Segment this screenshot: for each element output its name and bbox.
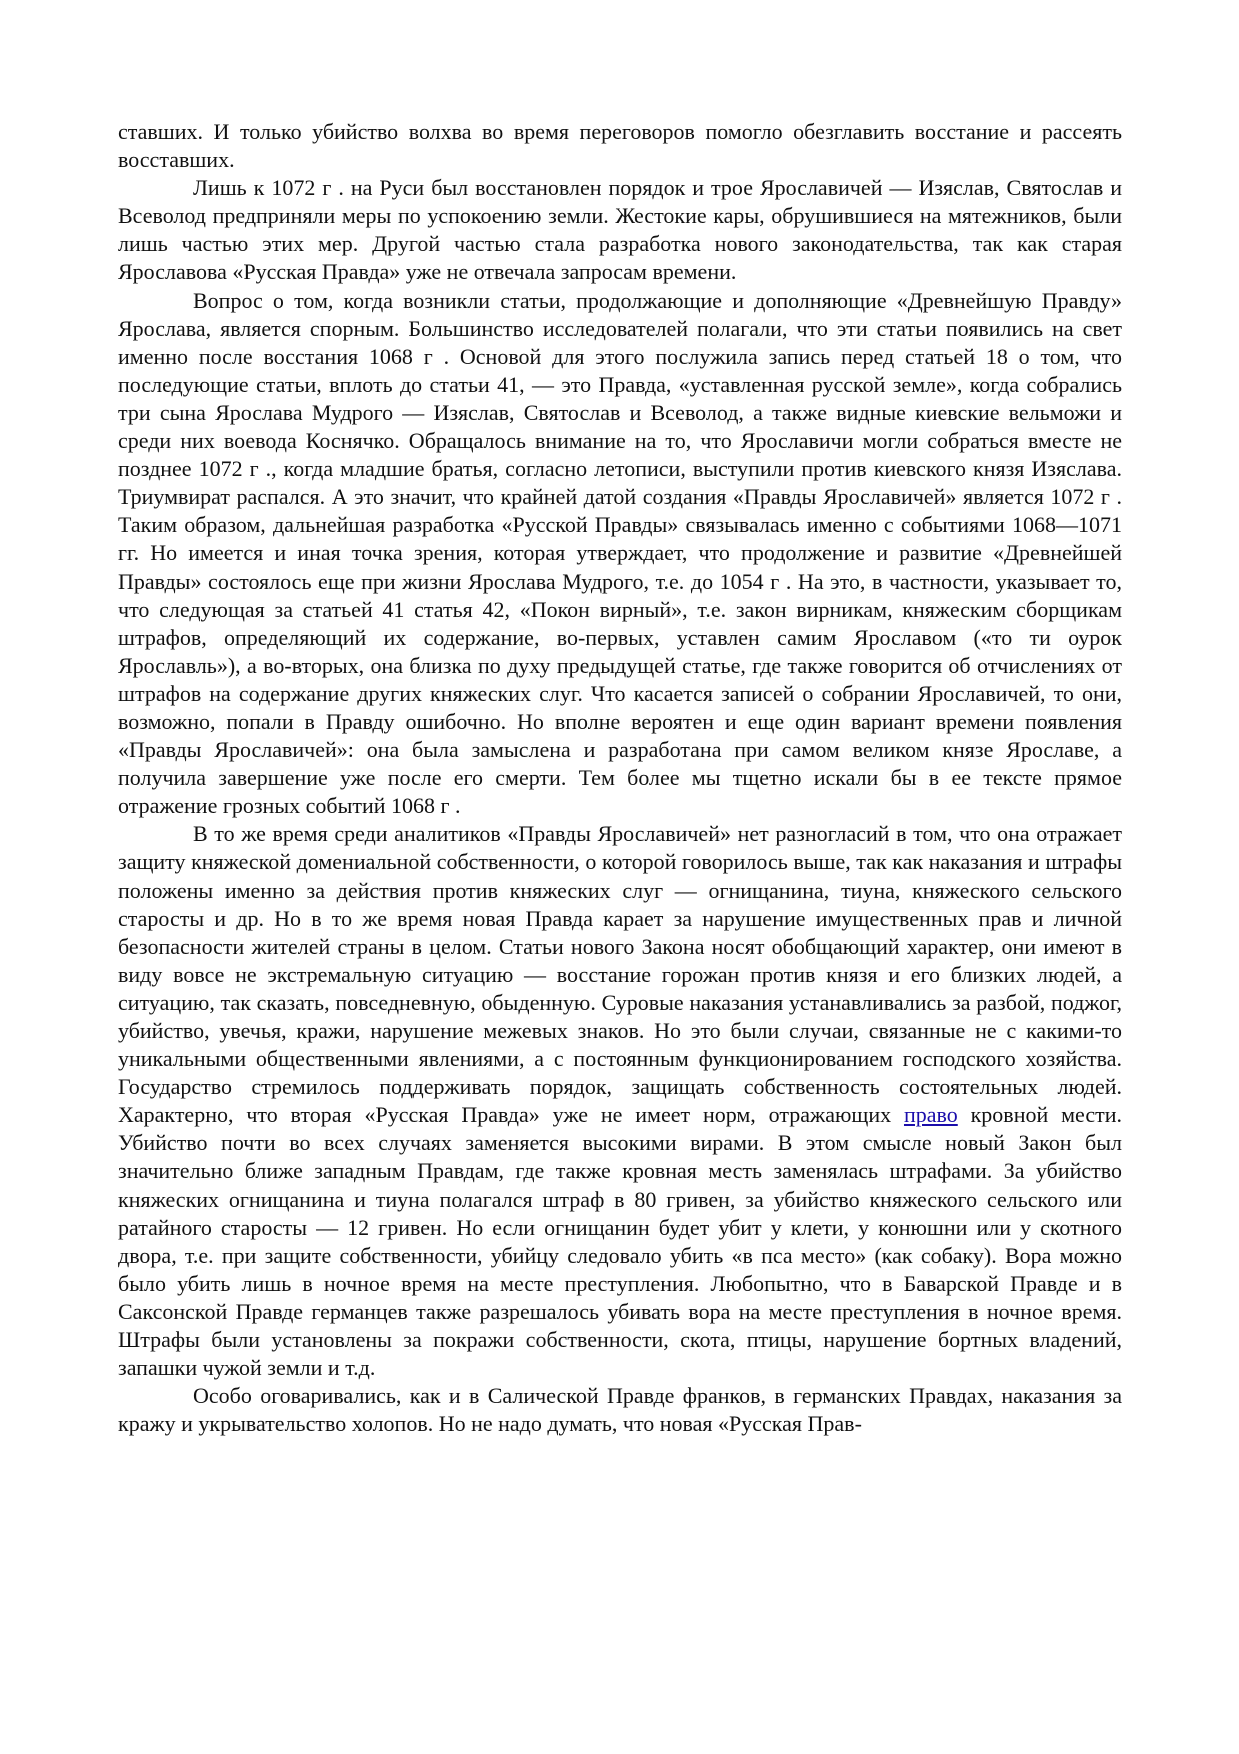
pravo-link[interactable]: право bbox=[903, 1102, 958, 1128]
paragraph-4-text-before-link: В то же время среди аналитиков «Правды Ярославичей» нет разногласий в том, что она отражает защиту княжеской домениальной собственности, о которой говорилось выше, так как наказания и штрафы положены именно за действия против княжеских слуг — огнищанина, тиуна, княжеского сельского старосты и др. Но в то же время новая Правда карает за нарушение имущественных прав и личной безопасности жителей страны в целом. Статьи нового Закона носят обобщающий характер, они имеют в виду вовсе не экстремальную ситуацию — восстание горожан против князя и его близких людей, а ситуацию, так сказать, повседневную, обыденную. Суровые наказания устанавливались за разбой, поджог, убийство, увечья, кражи, нарушение межевых знаков. Но это были случаи, связанные не с какими-то уникальными общественными явлениями, а с постоянным функционированием господского хозяйства. Государство стремилось поддерживать порядок, защищать собственность состоятельных людей. Характерно, что вторая «Русская Правда» уже не имеет норм, отражающих bbox=[118, 821, 1122, 1128]
paragraph-1: ставших. И только убийство волхва во время переговоров помогло обезглавить восстание и рассеять восставших. bbox=[118, 119, 1122, 173]
paragraph-5: Особо оговаривались, как и в Салической Правде франков, в германских Правдах, наказания за кражу и укрывательство холопов. Но не надо думать, что новая «Русская Прав- bbox=[118, 1383, 1122, 1437]
paragraph-4-text-after-link: кровной мести. Убийство почти во всех случаях заменяется высокими вирами. В этом смысле новый Закон был значительно ближе западным Правдам, где также кровная месть заменялась штрафами. За убийство княжеских огнищанина и тиуна полагался штраф в 80 гривен, за убийство княжеского сельского или ратайного старосты — 12 гривен. Но если огнищанин будет убит у клети, у конюшни или у скотного двора, т.е. при защите собственности, убийцу следовало убить «в пса место» (как собаку). Вора можно было убить лишь в ночное время на месте преступления. Любопытно, что в Баварской Правде и в Саксонской Правде германцев также разрешалось убивать вора на месте преступления в ночное время. Штрафы были установлены за покражи собственности, скота, птицы, нарушение бортных владений, запашки чужой земли и т.д. bbox=[118, 1102, 1122, 1381]
paragraph-2: Лишь к 1072 г . на Руси был восстановлен порядок и трое Ярославичей — Изяслав, Святослав и Всеволод предприняли меры по успокоению земли. Жестокие кары, обрушившиеся на мятежников, были лишь частью этих мер. Другой частью стала разработка нового законодательства, так как старая Ярославова «Русская Правда» уже не отвечала запросам времени. bbox=[118, 175, 1122, 285]
document-page bbox=[118, 118, 1122, 1438]
paragraph-3: Вопрос о том, когда возникли статьи, продолжающие и дополняющие «Древнейшую Правду» Ярослава, является спорным. Большинство исследователей полагали, что эти статьи появились на свет именно после восстания 1068 г . Основой для этого послужила запись перед статьей 18 о том, что последующие статьи, вплоть до статьи 41, — это Правда, «уставленная русской земле», когда собрались три сына Ярослава Мудрого — Изяслав, Святослав и Всеволод, а также видные киевские вельможи и среди них воевода Коснячко. Обращалось внимание на то, что Ярославичи могли собраться вместе не позднее 1072 г ., когда младшие братья, согласно летописи, выступили против киевского князя Изяслава. Триумвират распался. А это значит, что крайней датой создания «Правды Ярославичей» является 1072 г . Таким образом, дальнейшая разработка «Русской Правды» связывалась именно с событиями 1068—1071 гг. Но имеется и иная точка зрения, которая утверждает, что продолжение и развитие «Древнейшей Правды» состоялось еще при жизни Ярослава Мудрого, т.е. до 1054 г . На это, в частности, указывает то, что следующая за статьей 41 статья 42, «Покон вирный», т.е. закон вирникам, княжеским сборщикам штрафов, определяющий их содержание, во-первых, уставлен самим Ярославом («то ти оурок Ярославль»), а во-вторых, она близка по духу предыдущей статье, где также говорится об отчислениях от штрафов на содержание других княжеских слуг. Что касается записей о собрании Ярославичей, то они, возможно, попали в Правду ошибочно. Но вполне вероятен и еще один вариант времени появления «Правды Ярославичей»: она была замыслена и разработана при самом великом князе Ярославе, а получила завершение уже после его смерти. Тем более мы тщетно искали бы в ее тексте прямое отражение грозных событий 1068 г . bbox=[118, 287, 1122, 819]
paragraph-4 bbox=[118, 820, 1122, 1382]
